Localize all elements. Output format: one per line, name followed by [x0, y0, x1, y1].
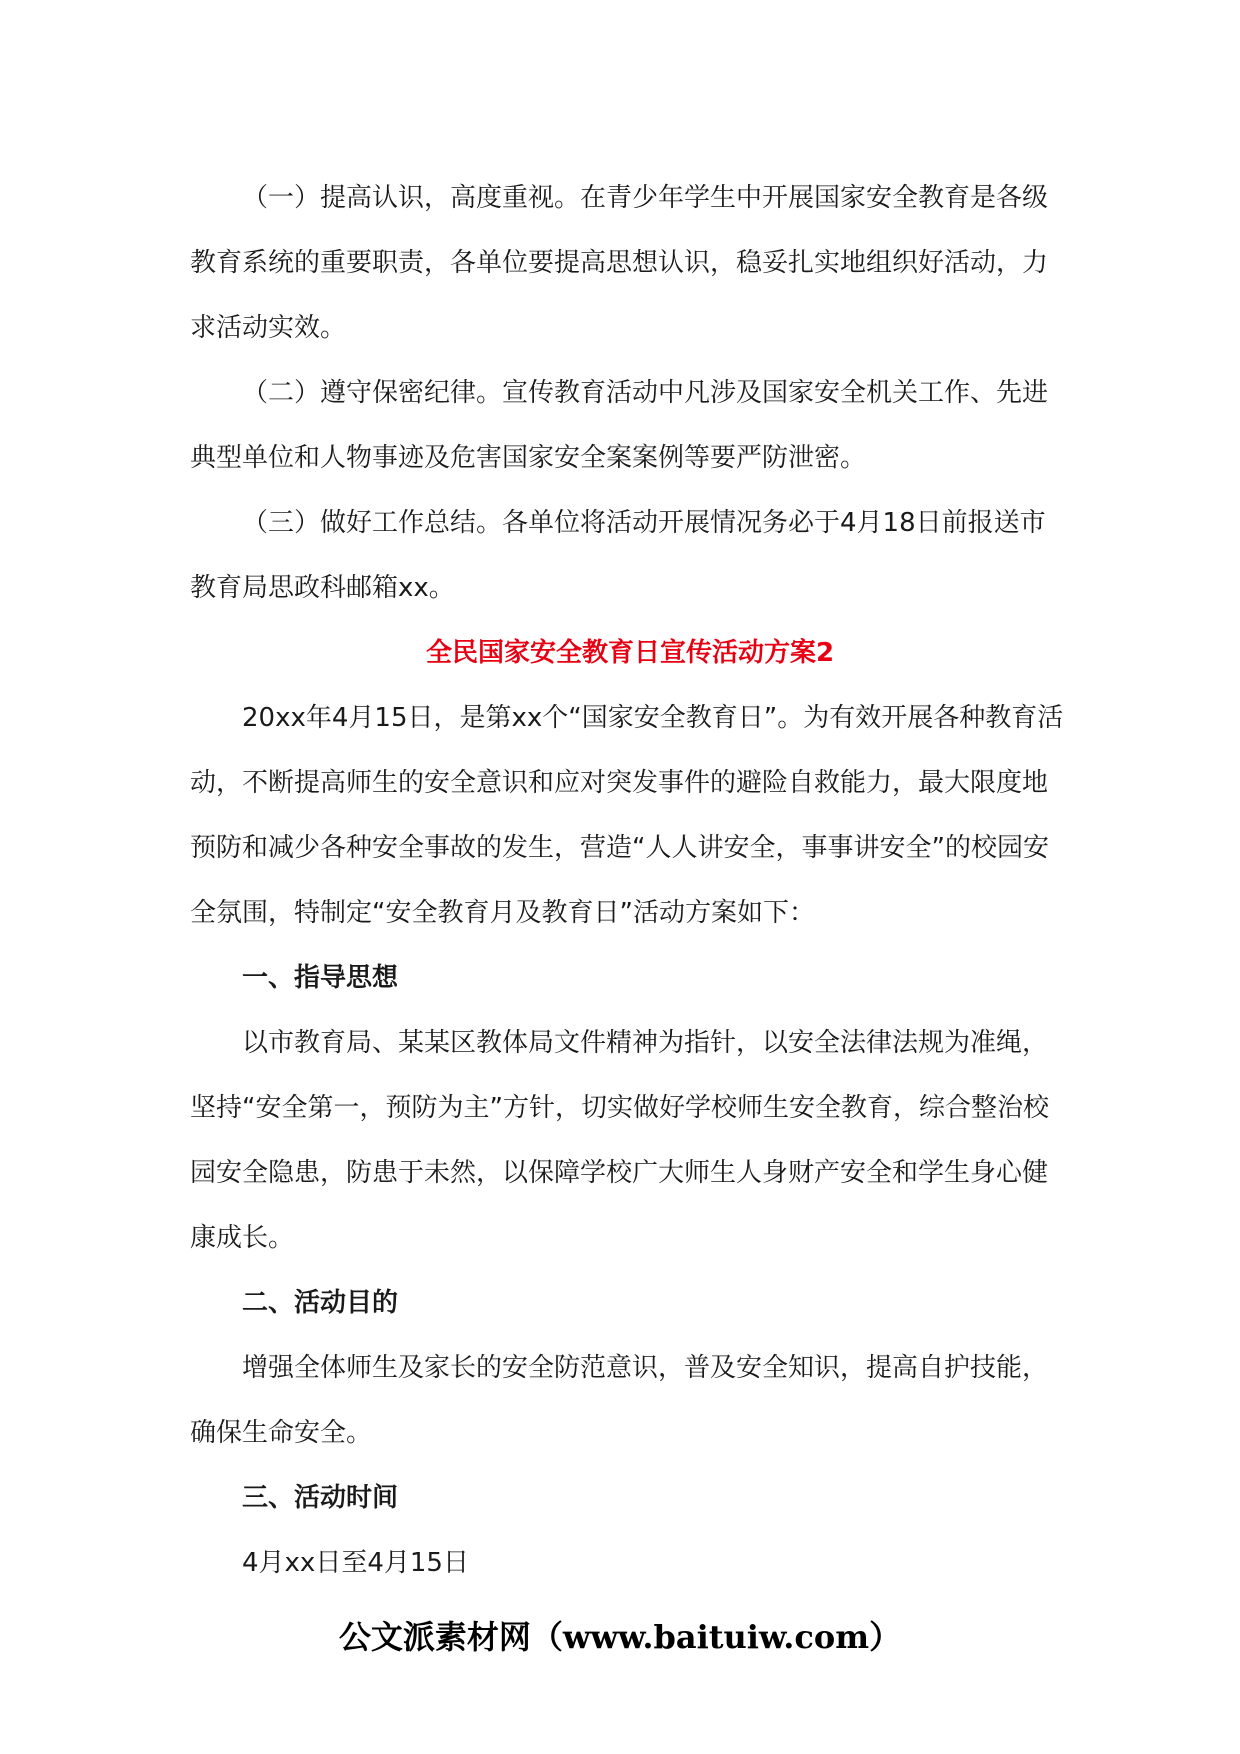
document-body [190, 166, 1070, 1596]
intro-paragraph: 20xx年4月15日，是第xx个“国家安全教育日”。为有效开展各种教育活动，不断提高师生的安全意识和应对突发事件的避险自救能力，最大限度地预防和减少各种安全事故的发生，营造“人人讲安全，事事讲安全”的校园安全氛围，特制定“安全教育月及教育日”活动方案如下： [190, 703, 1064, 928]
paragraph-guiding-ideology: 以市教育局、某某区教体局文件精神为指针，以安全法律法规为准绳，坚持“安全第一，预防为主”方针，切实做好学校师生安全教育，综合整治校园安全隐患，防患于未然，以保障学校广大师生人身财产安全和学生身心健康成长。 [190, 1028, 1049, 1253]
paragraph-activity-purpose: 增强全体师生及家长的安全防范意识，普及安全知识，提高自护技能，确保生命安全。 [190, 1353, 1049, 1448]
heading-guiding-ideology: 一、指导思想 [242, 963, 399, 993]
paragraph-raise-awareness: （一）提高认识，高度重视。在青少年学生中开展国家安全教育是各级教育系统的重要职责，各单位要提高思想认识，稳妥扎实地组织好活动，力求活动实效。 [190, 183, 1049, 343]
heading-activity-time: 三、活动时间 [242, 1483, 399, 1513]
footer-watermark: 公文派素材网（www.baituiw.com） [338, 1618, 902, 1656]
paragraph-confidentiality: （二）遵守保密纪律。宣传教育活动中凡涉及国家安全机关工作、先进典型单位和人物事迹及危害国家安全案案例等要严防泄密。 [190, 378, 1049, 473]
paragraph-activity-time: 4月xx日至4月15日 [242, 1548, 469, 1578]
section-title: 全民国家安全教育日宣传活动方案2 [425, 638, 835, 668]
heading-activity-purpose: 二、活动目的 [242, 1288, 399, 1318]
paragraph-work-summary: （三）做好工作总结。各单位将活动开展情况务必于4月18日前报送市教育局思政科邮箱xx。 [190, 508, 1046, 603]
